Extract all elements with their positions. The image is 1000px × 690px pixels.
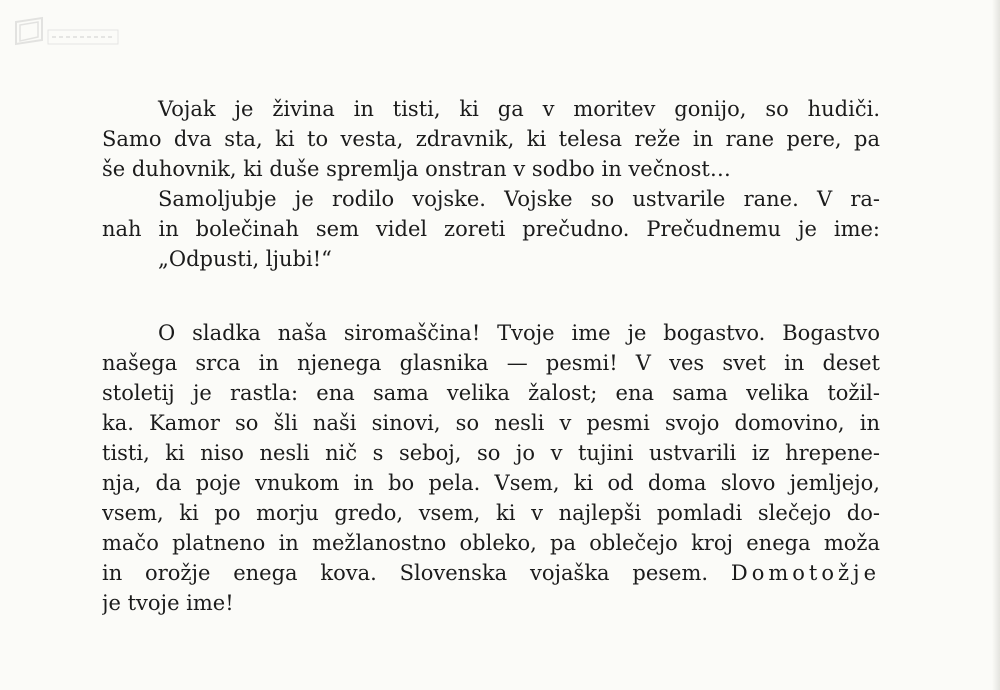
text-line: [102, 558, 880, 588]
library-stamp-icon: [12, 14, 122, 58]
text-line: O sladka naša siromaščina! Tvoje ime je bogastvo. Bogastvo: [158, 321, 880, 345]
text-line: nja, da poje vnukom in bo pela. Vsem, ki od doma slovo jemljejo,: [102, 471, 880, 495]
text-line: „Odpusti, ljubi!“: [158, 247, 332, 271]
text-line: Samo dva sta, ki to vesta, zdravnik, ki telesa reže in rane pere, pa: [102, 127, 880, 151]
emphasized-word: Domotožje: [730, 561, 880, 585]
text-line: ka. Kamor so šli naši sinovi, so nesli v pesmi svojo domovino, in: [102, 411, 880, 435]
text-line: Samoljubje je rodilo vojske. Vojske so ustvarile rane. V ra-: [158, 187, 880, 211]
text-line: je tvoje ime!: [102, 591, 234, 615]
page-edge-shadow: [992, 0, 1000, 690]
text-line: stoletij je rastla: ena sama velika žalost; ena sama velika tožil-: [102, 381, 880, 405]
text-line: mačo platneno in mežlanostno obleko, pa oblečejo kroj enega moža: [102, 531, 880, 555]
text-segment: in orožje enega kova. Slovenska vojaška pesem.: [102, 561, 709, 585]
text-line: nah in bolečinah sem videl zoreti prečudno. Prečudnemu je ime:: [102, 217, 880, 241]
text-line: Vojak je živina in tisti, ki ga v moritev gonijo, so hudiči.: [158, 97, 880, 121]
text-line: našega srca in njenega glasnika — pesmi! V ves svet in deset: [102, 351, 880, 375]
text-line: vsem, ki po morju gredo, vsem, ki v najlepši pomladi slečejo do-: [102, 501, 880, 525]
text-line: tisti, ki niso nesli nič s seboj, so jo v tujini ustvarili iz hrepene-: [102, 441, 880, 465]
body-text: [102, 94, 880, 618]
text-line: še duhovnik, ki duše spremlja onstran v sodbo in večnost…: [102, 157, 731, 181]
